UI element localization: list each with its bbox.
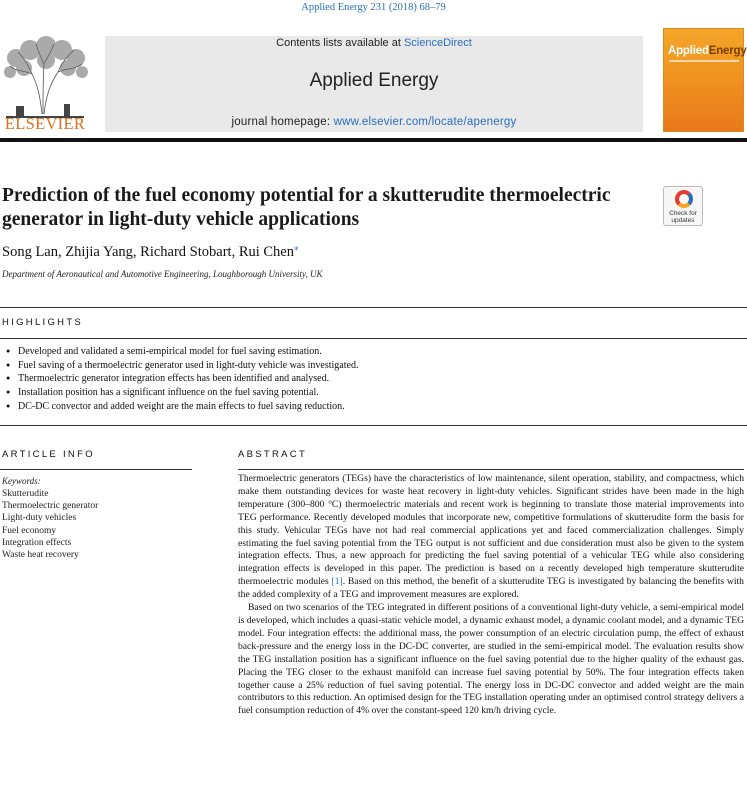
- cover-title: [668, 45, 747, 57]
- highlight-item: ● Fuel saving of a thermoelectric generator used in light-duty vehicle was investigated.: [6, 359, 741, 373]
- check-for-updates-button[interactable]: [663, 186, 703, 226]
- corresponding-author-mark[interactable]: ⁎: [294, 242, 299, 252]
- keywords-list: [2, 488, 98, 561]
- abstract-paragraph-1: [238, 473, 744, 602]
- cover-title-b: Energy: [708, 45, 747, 57]
- journal-name: Applied Energy: [309, 70, 439, 91]
- highlight-item: ● Installation position has a significant influence on the fuel saving potential.: [6, 386, 741, 400]
- author-list: [2, 242, 299, 261]
- check-for-updates-label: Check for updates: [669, 210, 697, 224]
- abstract-paragraph-2: Based on two scenarios of the TEG integrated in different positions of a conventional light-duty vehicle, a semi-empirical model is developed, which includes a quasi-static vehicle model, a dynamic exhaust model, a dynamic coolant model, and a dynamic TEG model. Four integration effects: the additional mass, the power consumption of an electric circulation pump, the effect of exhaust back-pressure and the energy loss in the DC-DC converter, are studied in the semi-empirical model. The evaluation results show the TEG installation position has a significant influence on the fuel saving potential due to the higher quality of the exhaust gas. Placing the TEG closer to the exhaust manifold can increase fuel saving potential by 50%. The four integration effects taken together cause a 25% reduction of fuel saving potential. The energy loss in DC-DC convector and added weight are the main contributors to this reduction. An optimised design for the TEG installation operating under an optimised control strategy delivers a fuel consumption reduction of 4% over the constant-speed 120 km/h driving cycle.: [238, 602, 744, 717]
- highlights-bottom-rule: [0, 425, 747, 426]
- elsevier-wordmark: ELSEVIER: [4, 114, 86, 133]
- highlights-list: [6, 345, 741, 414]
- keyword-item: Thermoelectric generator: [2, 501, 99, 512]
- crossmark-icon: [675, 190, 693, 208]
- article-info-rule: [0, 469, 192, 470]
- journal-cover-thumbnail[interactable]: [663, 28, 747, 132]
- cover-divider: [669, 60, 739, 62]
- journal-homepage-link[interactable]: www.elsevier.com/locate/apenergy: [333, 116, 517, 128]
- highlight-item: ● DC-DC convector and added weight are the main effects to fuel saving reduction.: [6, 400, 741, 414]
- abstract-heading: ABSTRACT: [238, 449, 308, 460]
- homepage-prefix: journal homepage:: [231, 116, 334, 128]
- keywords-label: Keywords:: [2, 476, 41, 486]
- contents-available-line: [105, 37, 643, 49]
- highlight-item: ● Developed and validated a semi-empirical model for fuel saving estimation.: [6, 345, 741, 359]
- article-info-heading: ARTICLE INFO: [2, 449, 95, 460]
- highlight-item: ● Thermoelectric generator integration effects has been identified and analysed.: [6, 372, 741, 386]
- abstract-p1-text-a: Thermoelectric generators (TEGs) have the characteristics of low maintenance, silent operation, stability, and compactness, which make them outstanding devices for waste heat recovery in light-duty vehicles. Significant strides have been made in the high temperature (300–800 °C) thermoelectric materials and recent work is beginning to translate those material improvements into TEG performance. Recently developed modules that incorporate new, competitive formulations of skutterudite form the basis for this study. Vehicular TEGs have not had real commercial applications yet and faced commercialization challenges. Simply estimating the fuel saving potential from the TEG output is not sufficient and due consideration must also be given to the system integration effects. Thus, a new approach for predicting the fuel saving potential of a vehicular TEG while also considering integration effects is developed in this paper. The prediction is based on a recently developed high temperature skutterudite thermoelectric modules: [238, 473, 744, 588]
- highlights-heading: HIGHLIGHTS: [2, 317, 84, 328]
- sciencedirect-link[interactable]: ScienceDirect: [403, 37, 472, 49]
- article-title: Prediction of the fuel economy potential for a skutterudite thermoelectric generator in light-duty vehicle applications: [2, 185, 611, 230]
- keyword-item: Light-duty vehicles: [2, 513, 77, 524]
- journal-citation[interactable]: Applied Energy 231 (2018) 68–79: [301, 2, 446, 13]
- author-affiliation: Department of Aeronautical and Automotive Engineering, Loughborough University, UK: [2, 269, 323, 279]
- contents-prefix: Contents lists available at: [276, 37, 404, 49]
- journal-homepage-line: [105, 116, 643, 128]
- keyword-item: Integration effects: [2, 537, 72, 548]
- keyword-item: Fuel economy: [2, 525, 57, 536]
- keyword-item: Skutterudite: [2, 489, 49, 499]
- reference-link-1[interactable]: [1]: [331, 576, 343, 588]
- highlights-heading-rule: [0, 338, 747, 339]
- highlights-top-rule: [0, 307, 747, 308]
- keyword-item: Waste heat recovery: [2, 550, 79, 561]
- abstract-body: [238, 473, 744, 718]
- header-divider: [0, 138, 747, 142]
- cover-title-a: Applied: [668, 45, 709, 57]
- authors-text: Song Lan, Zhijia Yang, Richard Stobart, Rui Chen: [2, 243, 294, 260]
- abstract-rule: [238, 469, 744, 470]
- abstract-p1-text-b: . Based on this method, the benefit of a skutterudite TEG is investigated by balancing the benefits with the added complexity of a TEG and improvement measures are explored.: [238, 576, 744, 601]
